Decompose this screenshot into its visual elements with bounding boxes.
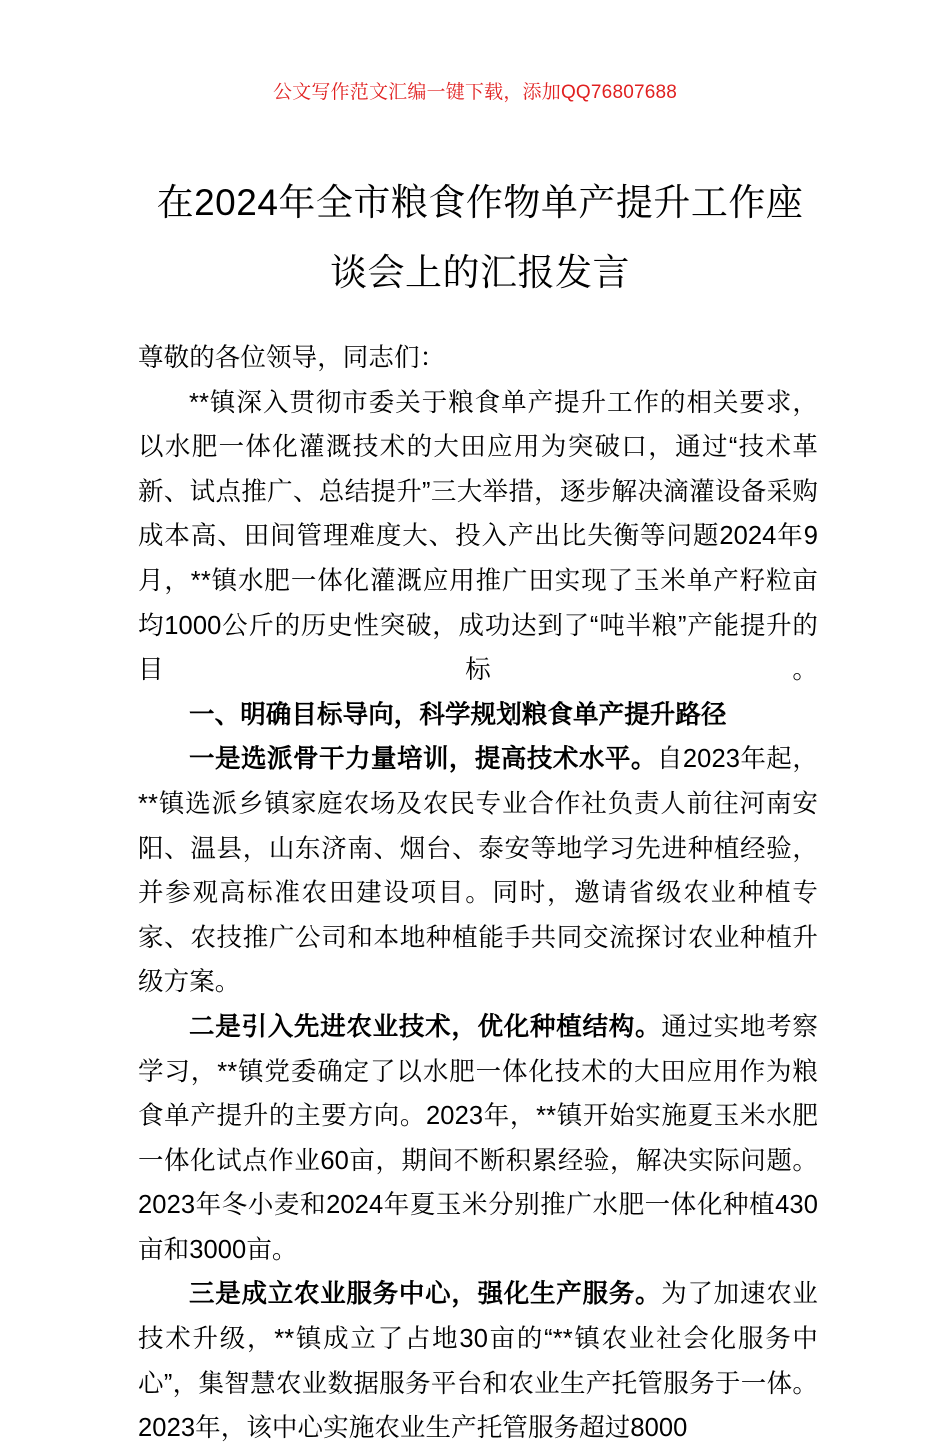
paragraph-item-one [138, 737, 818, 1005]
item-two-body: 通过实地考察学习，**镇党委确定了以水肥一体化技术的大田应用作为粮食单产提升的主要方向。2023年，**镇开始实施夏玉米水肥一体化试点作业60亩，期间不断积累经验，解决实际问题。2023年冬小麦和2024年夏玉米分别推广水肥一体化种植430亩和3000亩。 [138, 1012, 818, 1264]
item-one-lead: 一是选派骨干力量培训，提高技术水平。 [189, 745, 657, 774]
item-three-body: 为了加速农业技术升级，**镇成立了占地30亩的“**镇农业社会化服务中心”，集智慧农业数据服务平台和农业生产托管服务于一体。2023年，该中心实施农业生产托管服务超过8000 [138, 1280, 818, 1443]
item-two-lead: 二是引入先进农业技术，优化种植结构。 [189, 1012, 662, 1041]
paragraph-item-two [138, 1005, 818, 1273]
paragraph-intro: **镇深入贯彻市委关于粮食单产提升工作的相关要求，以水肥一体化灌溉技术的大田应用为突破口，通过“技术革新、试点推广、总结提升”三大举措，逐步解决滴灌设备采购成本高、田间管理难度大、投入产出比失衡等问题2024年9月，**镇水肥一体化灌溉应用推广田实现了玉米单产籽粒亩均1000公斤的历史性突破，成功达到了“吨半粮”产能提升的目标。 [138, 388, 818, 685]
section-heading-one: 一、明确目标导向，科学规划粮食单产提升路径 [189, 700, 727, 729]
salutation-line: 尊敬的各位领导，同志们： [138, 344, 446, 372]
item-three-lead: 三是成立农业服务中心，强化生产服务。 [189, 1280, 662, 1309]
item-one-body: 自2023年起，**镇选派乡镇家庭农场及农民专业合作社负责人前往河南安阳、温县，山东济南、烟台、泰安等地学习先进种植经验，并参观高标准农田建设项目。同时，邀请省级农业种植专家、农技推广公司和本地种植能手共同交流探讨农业种植升级方案。 [138, 745, 818, 997]
document-body [138, 336, 818, 1451]
paragraph-item-three [138, 1272, 818, 1450]
promo-watermark-header: 公文写作范文汇编一键下载，添加QQ76807688 [272, 82, 678, 103]
document-title: 在2024年全市粮食作物单产提升工作座谈会上的汇报发言 [156, 182, 804, 293]
